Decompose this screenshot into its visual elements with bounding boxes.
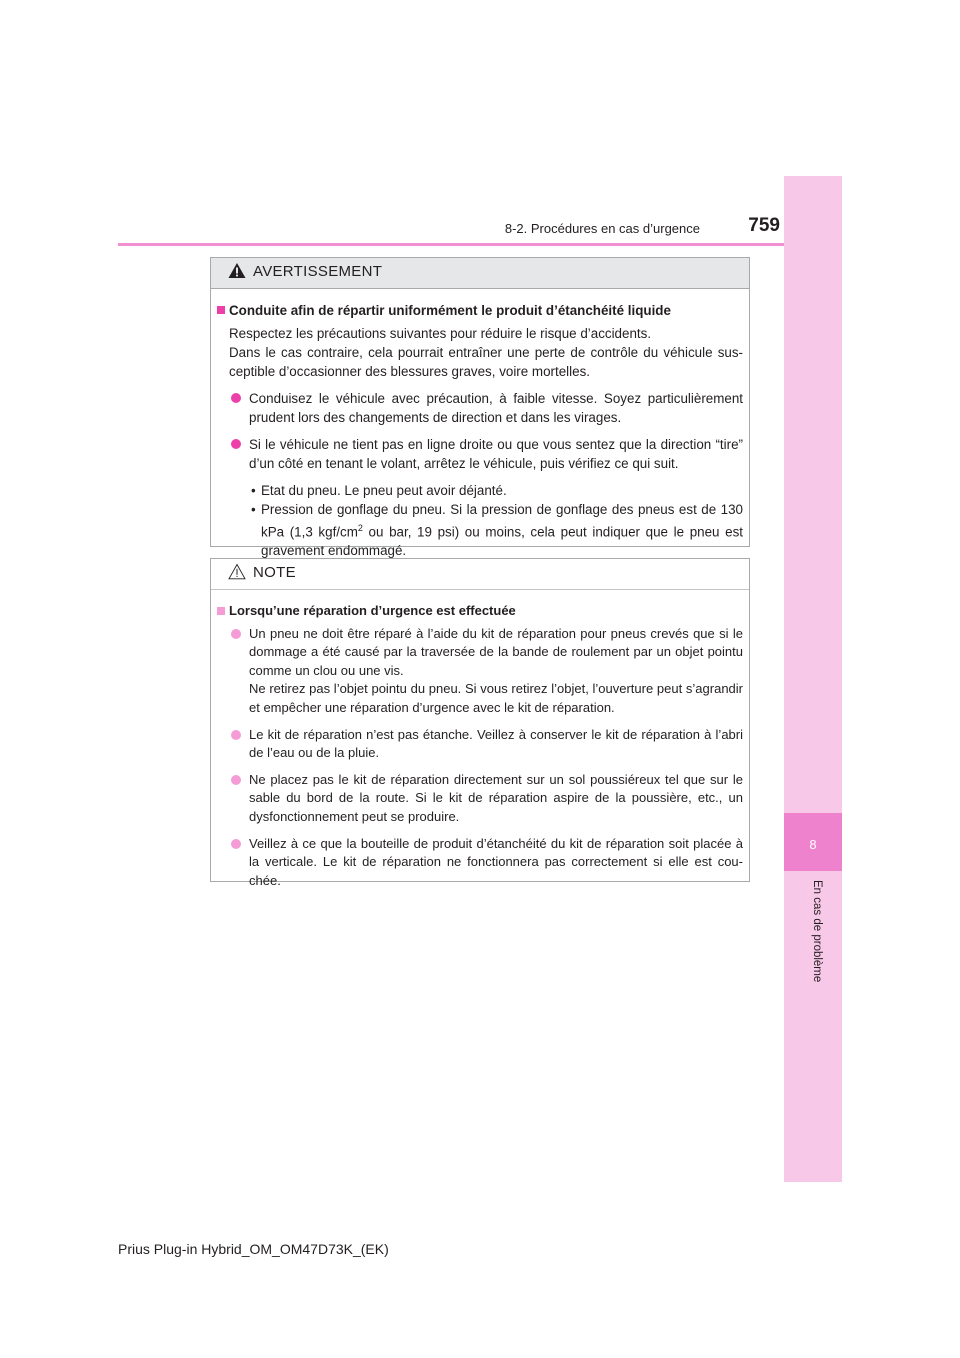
chapter-side-tab	[784, 176, 842, 1182]
note-section-title: Lorsqu’une réparation d’urgence est effectuée	[217, 602, 743, 621]
warning-header	[211, 258, 749, 289]
warning-box	[210, 257, 750, 559]
list-item: Veillez à ce que la bouteille de produit d’étanchéité du kit de réparation soit placée à la verticale. Le kit de réparation ne fonctionnera pas correctement si elle est cou-chée.	[217, 835, 743, 891]
section-square-icon	[217, 306, 225, 314]
caution-triangle-icon	[228, 563, 246, 580]
warning-triangle-icon	[228, 262, 246, 279]
note-header	[211, 559, 749, 590]
page-number: 759	[748, 215, 780, 236]
note-title: NOTE	[253, 564, 296, 581]
bullet-dot-icon	[231, 629, 241, 639]
bullet-dot-icon	[231, 730, 241, 740]
document-footer: Prius Plug-in Hybrid_OM_OM47D73K_(EK)	[118, 1241, 389, 1257]
section-heading: 8-2. Procédures en cas d’urgence	[504, 221, 700, 236]
sub-list-item: • Pression de gonflage du pneu. Si la pression de gonflage des pneus est de 130 kPa (1,3 kgf/$cm^2$ ou bar, 19 psi) ou moins, cela peut indiquer que le pneu est gravement endommagé.	[251, 502, 743, 559]
list-item: Un pneu ne doit être réparé à l’aide du kit de réparation pour pneus crevés que si le dommage a été causé par la traversée de la bande de roulement par un objet pointu comme un clou ou une vis. Ne retirez pas l’objet pointu du pneu. Si vous retirez l’objet, l’ouverture peut s’agrandir et empêcher une réparation d’urgence avec le kit de réparation.	[217, 625, 743, 718]
warning-title: AVERTISSEMENT	[253, 263, 383, 280]
bullet-dot-icon	[231, 839, 241, 849]
bullet-dot-icon	[231, 439, 241, 449]
chapter-number-tab	[784, 813, 842, 871]
list-item: Le kit de réparation n’est pas étanche. Veillez à conserver le kit de réparation à l’abri de l’eau ou de la pluie.	[217, 726, 743, 763]
chapter-title: En cas de problème	[811, 880, 823, 983]
list-item: Si le véhicule ne tient pas en ligne droite ou que vous sentez que la direction “tire” d’un côté en tenant le volant, arrêtez le véhicule, puis vérifiez ce qui suit.	[217, 435, 743, 473]
bullet-dot-icon	[231, 393, 241, 403]
sub-list-item: • Etat du pneu. Le pneu peut avoir déjanté.	[251, 483, 507, 498]
section-square-icon	[217, 607, 225, 615]
bullet-dot-icon	[231, 775, 241, 785]
list-item: Conduisez le véhicule avec précaution, à faible vitesse. Soyez particulièrement prudent lors des changements de direction et dans les virages.	[217, 389, 743, 427]
note-box	[210, 558, 750, 888]
list-item: Ne placez pas le kit de réparation directement sur un sol poussiéreux tel que sur le sable du bord de la route. Si le kit de réparation aspire de la poussière, etc., un dysfonctionnement peut se produire.	[217, 771, 743, 827]
chapter-number: 8	[809, 837, 817, 852]
header-rule	[118, 243, 784, 246]
warning-intro: Respectez les précautions suivantes pour réduire le risque d’accidents.	[229, 326, 652, 341]
warning-intro-2: Dans le cas contraire, cela pourrait entraîner une perte de contrôle du véhicule sus-ceptible d’occasionner des blessures graves, voire mortelles.	[229, 345, 743, 379]
warning-section-title: Conduite afin de répartir uniformément le produit d’étanchéité liquide	[217, 301, 743, 320]
